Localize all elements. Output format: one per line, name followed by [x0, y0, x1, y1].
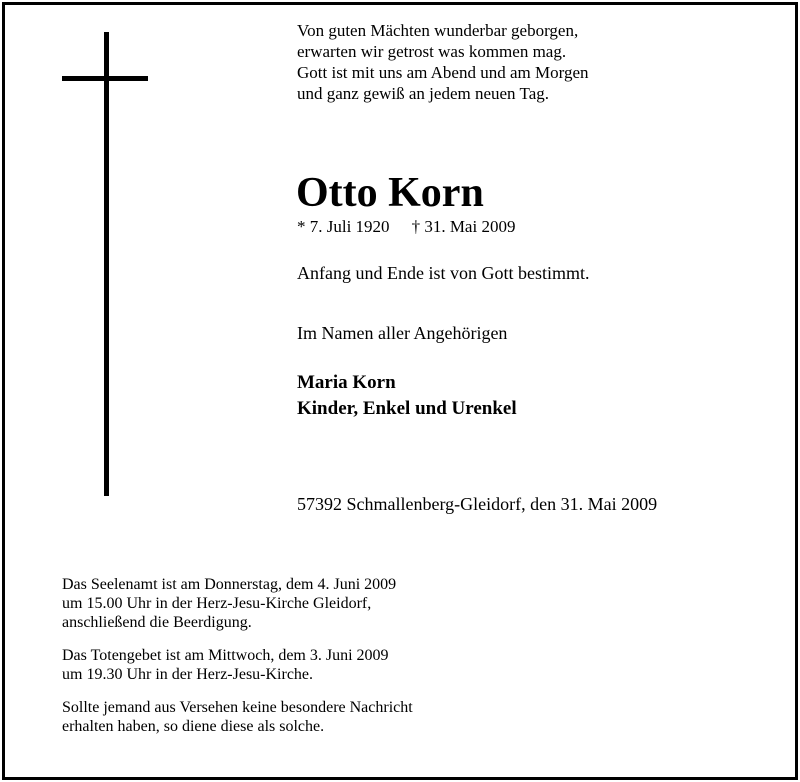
notice-line: Sollte jemand aus Versehen keine besondere Nachricht	[62, 699, 413, 716]
notice-line: erhalten haben, so diene diese als solche.	[62, 718, 325, 735]
notice-line: um 15.00 Uhr in der Herz-Jesu-Kirche Gleidorf,	[62, 595, 372, 612]
life-dates	[297, 216, 515, 238]
notice-announcement	[62, 698, 413, 736]
cross-icon-crossbar	[62, 76, 148, 81]
mourners-list	[297, 370, 517, 422]
notice-line: Das Totengebet ist am Mittwoch, dem 3. Juni 2009	[62, 647, 389, 664]
notice-prayer	[62, 646, 413, 684]
notice-line: um 19.30 Uhr in der Herz-Jesu-Kirche.	[62, 666, 314, 683]
mourners-intro: Im Namen aller Angehörigen	[297, 323, 508, 343]
notice-requiem	[62, 575, 413, 632]
verse-line: Von guten Mächten wunderbar geborgen,	[297, 21, 579, 40]
death-date: † 31. Mai 2009	[411, 217, 516, 236]
deceased-name: Otto Korn	[296, 170, 484, 216]
notice-line: anschließend die Beerdigung.	[62, 614, 252, 631]
verse-line: erwarten wir getrost was kommen mag.	[297, 42, 567, 61]
place-and-date: 57392 Schmallenberg-Gleidorf, den 31. Mai 2009	[297, 494, 658, 514]
notices-block	[62, 575, 413, 750]
verse-line: und ganz gewiß an jedem neuen Tag.	[297, 84, 549, 103]
mourner-name: Kinder, Enkel und Urenkel	[297, 398, 517, 419]
mourner-name: Maria Korn	[297, 372, 396, 393]
verse-line: Gott ist mit uns am Abend und am Morgen	[297, 63, 589, 82]
motto: Anfang und Ende ist von Gott bestimmt.	[297, 263, 590, 283]
cross-icon	[104, 32, 109, 496]
birth-date: * 7. Juli 1920	[297, 217, 390, 236]
verse-block	[297, 20, 589, 104]
notice-line: Das Seelenamt ist am Donnerstag, dem 4. Juni 2009	[62, 576, 397, 593]
